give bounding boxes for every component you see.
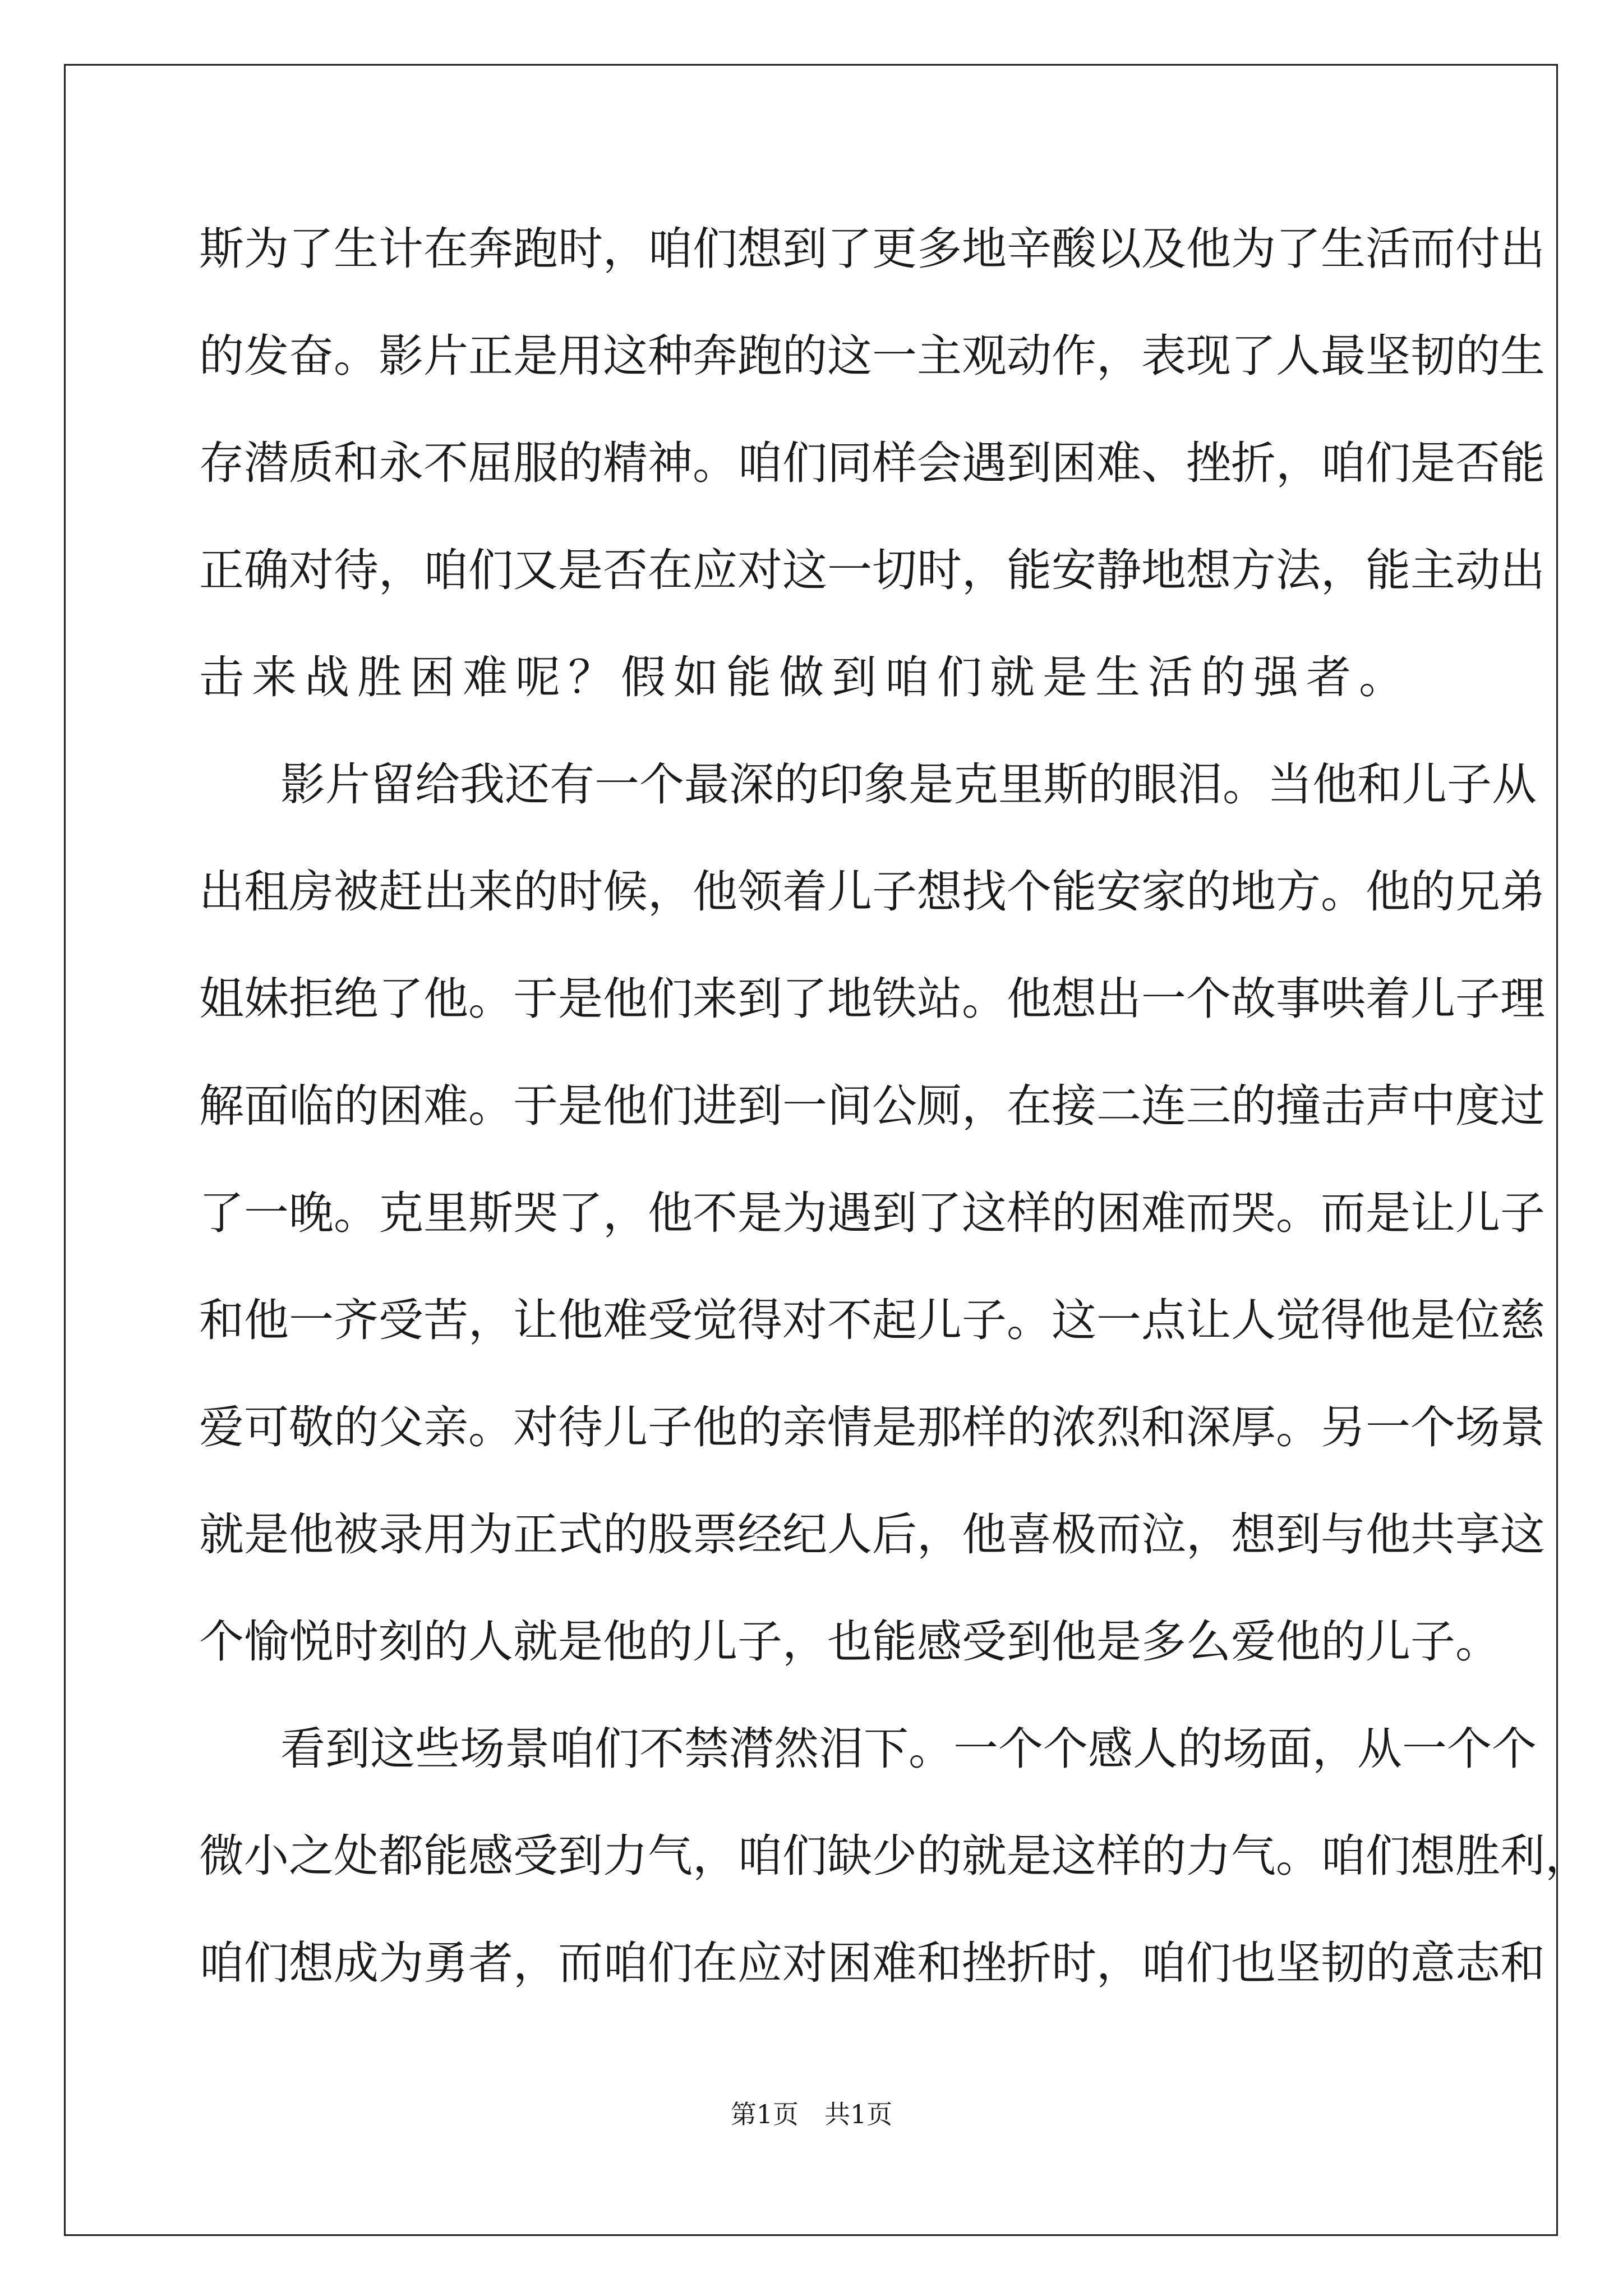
text-line-11: 和他一齐受苦，让他难受觉得对不起儿子。这一点让人觉得他是位慈	[199, 1294, 1545, 1346]
text-line-13: 就是他被录用为正式的股票经纪人后，他喜极而泣，想到与他共享这	[199, 1508, 1545, 1561]
text-line-4: 正确对待，咱们又是否在应对这一切时，能安静地想方法，能主动出	[199, 544, 1545, 596]
text-line-16: 微小之处都能感受到力气，咱们缺少的就是这样的力气。咱们想胜利，	[199, 1830, 1590, 1882]
text-line-5: 击来战胜困难呢？假如能做到咱们就是生活的强者。	[199, 651, 1412, 703]
text-line-17: 咱们想成为勇者，而咱们在应对困难和挫折时，咱们也坚韧的意志和	[199, 1937, 1545, 1989]
text-line-6: 影片留给我还有一个最深的印象是克里斯的眼泪。当他和儿子从	[280, 758, 1537, 811]
text-line-12: 爱可敬的父亲。对待儿子他的亲情是那样的浓烈和深厚。另一个场景	[199, 1401, 1545, 1453]
text-line-10: 了一晚。克里斯哭了，他不是为遇到了这样的困难而哭。而是让儿子	[199, 1187, 1545, 1239]
page-border	[64, 64, 1558, 2236]
text-line-14: 个愉悦时刻的人就是他的儿子，也能感受到他是多么爱他的儿子。	[199, 1616, 1500, 1668]
text-line-15: 看到这些场景咱们不禁潸然泪下。一个个感人的场面，从一个个	[280, 1723, 1537, 1775]
text-line-7: 出租房被赶出来的时候，他领着儿子想找个能安家的地方。他的兄弟	[199, 866, 1545, 918]
text-line-3: 存潜质和永不屈服的精神。咱们同样会遇到困难、挫折，咱们是否能	[199, 437, 1545, 489]
text-line-9: 解面临的困难。于是他们进到一间公厕，在接二连三的撞击声中度过	[199, 1080, 1545, 1132]
text-line-8: 姐妹拒绝了他。于是他们来到了地铁站。他想出一个故事哄着儿子理	[199, 973, 1545, 1025]
text-line-1: 斯为了生计在奔跑时，咱们想到了更多地辛酸以及他为了生活而付出	[199, 223, 1545, 275]
page-footer: 第1页 共1页	[730, 2099, 893, 2129]
text-line-2: 的发奋。影片正是用这种奔跑的这一主观动作，表现了人最坚韧的生	[199, 330, 1545, 382]
